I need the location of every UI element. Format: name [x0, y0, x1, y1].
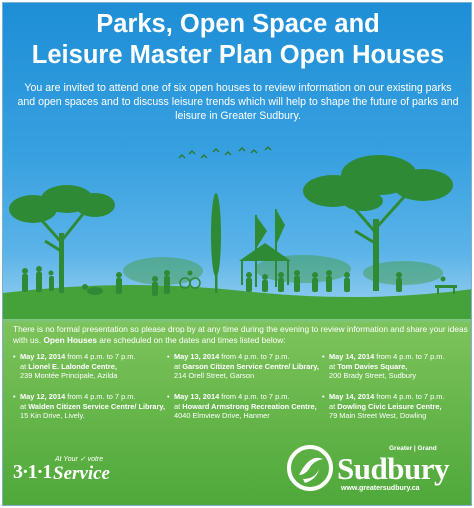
- logo-311-tagline: At Your ✓ votre: [55, 456, 104, 463]
- bullet-icon: •: [322, 392, 325, 401]
- notice-text: [13, 324, 469, 346]
- bullet-icon: •: [167, 392, 170, 401]
- event-at: at: [329, 361, 336, 371]
- event-date: May 13, 2014: [174, 392, 220, 401]
- sudbury-emblem-icon: [287, 445, 333, 491]
- event-date: May 14, 2014: [329, 352, 375, 361]
- event-address: 200 Brady Street, Sudbury: [329, 371, 417, 380]
- park-illustration: [3, 143, 472, 319]
- event-azilda: [13, 352, 170, 381]
- event-time: from 4 p.m. to 7 p.m.: [67, 352, 136, 361]
- notice-open-houses: Open Houses: [43, 335, 97, 345]
- event-venue: Tom Davies Square,: [337, 361, 408, 371]
- bullet-icon: •: [167, 352, 170, 361]
- event-venue: Howard Armstrong Recreation Centre,: [182, 401, 317, 411]
- greater-sudbury-logo: [285, 443, 465, 493]
- event-venue: Lionel E. Lalonde Centre,: [28, 361, 117, 371]
- event-dowling: [322, 392, 472, 421]
- event-hanmer: [167, 392, 324, 421]
- event-time: from 4 p.m. to 7 p.m.: [221, 352, 290, 361]
- sudbury-url: www.greatersudbury.ca: [341, 485, 420, 492]
- event-address: 214 Orell Street, Garson: [174, 371, 255, 380]
- event-date: May 13, 2014: [174, 352, 220, 361]
- logo-311-number: 3·1·1: [13, 461, 52, 483]
- event-address: 4040 Elmview Drive, Hanmer: [174, 411, 270, 420]
- bullet-icon: •: [322, 352, 325, 361]
- bullet-icon: •: [13, 352, 16, 361]
- sudbury-wordmark: Sudbury: [337, 451, 449, 486]
- event-date: May 12, 2014: [20, 352, 66, 361]
- birds-icon: [179, 147, 271, 158]
- sudbury-greater-grand: Greater | Grand: [389, 445, 437, 452]
- intro-text: You are invited to attend one of six open houses to review information on our existing parks and open spaces and to discuss leisure trends which will help to shape the future of parks and leisure in Greater Sudbury.: [17, 82, 459, 122]
- title-line-1: Parks, Open Space and: [96, 10, 380, 38]
- event-lively: [13, 392, 170, 421]
- cypress-tree-icon: [211, 193, 221, 293]
- poster: [2, 2, 472, 506]
- event-venue: Walden Citizen Service Centre/ Library,: [28, 401, 165, 411]
- event-at: at: [329, 401, 336, 411]
- event-time: from 4 p.m. to 7 p.m.: [67, 392, 136, 401]
- event-venue: Dowling Civic Leisure Centre,: [337, 401, 442, 411]
- event-address: 239 Montée Principale, Azilda: [20, 371, 118, 380]
- notice-part-2: are scheduled on the dates and times listed below:: [99, 335, 286, 345]
- event-at: at: [20, 361, 27, 371]
- event-time: from 4 p.m. to 7 p.m.: [376, 392, 445, 401]
- event-time: from 4 p.m. to 7 p.m.: [376, 352, 445, 361]
- notice-part-1: There is no formal presentation so please drop by at any time during the evening to review information and share your ideas with us.: [13, 324, 468, 345]
- event-garson: [167, 352, 324, 381]
- event-address: 79 Main Street West, Dowling: [329, 411, 427, 420]
- event-at: at: [174, 361, 181, 371]
- event-date: May 14, 2014: [329, 392, 375, 401]
- event-address: 15 Kin Drive, Lively.: [20, 411, 85, 420]
- logo-311-service: [13, 456, 110, 484]
- event-sudbury: [322, 352, 472, 381]
- title-line-2: Leisure Master Plan Open Houses: [31, 41, 445, 69]
- bullet-icon: •: [13, 392, 16, 401]
- logo-311-word: Service: [53, 463, 110, 484]
- event-date: May 12, 2014: [20, 392, 66, 401]
- event-at: at: [174, 401, 181, 411]
- event-venue: Garson Citizen Service Centre/ Library,: [182, 361, 319, 371]
- event-time: from 4 p.m. to 7 p.m.: [221, 392, 290, 401]
- event-at: at: [20, 401, 27, 411]
